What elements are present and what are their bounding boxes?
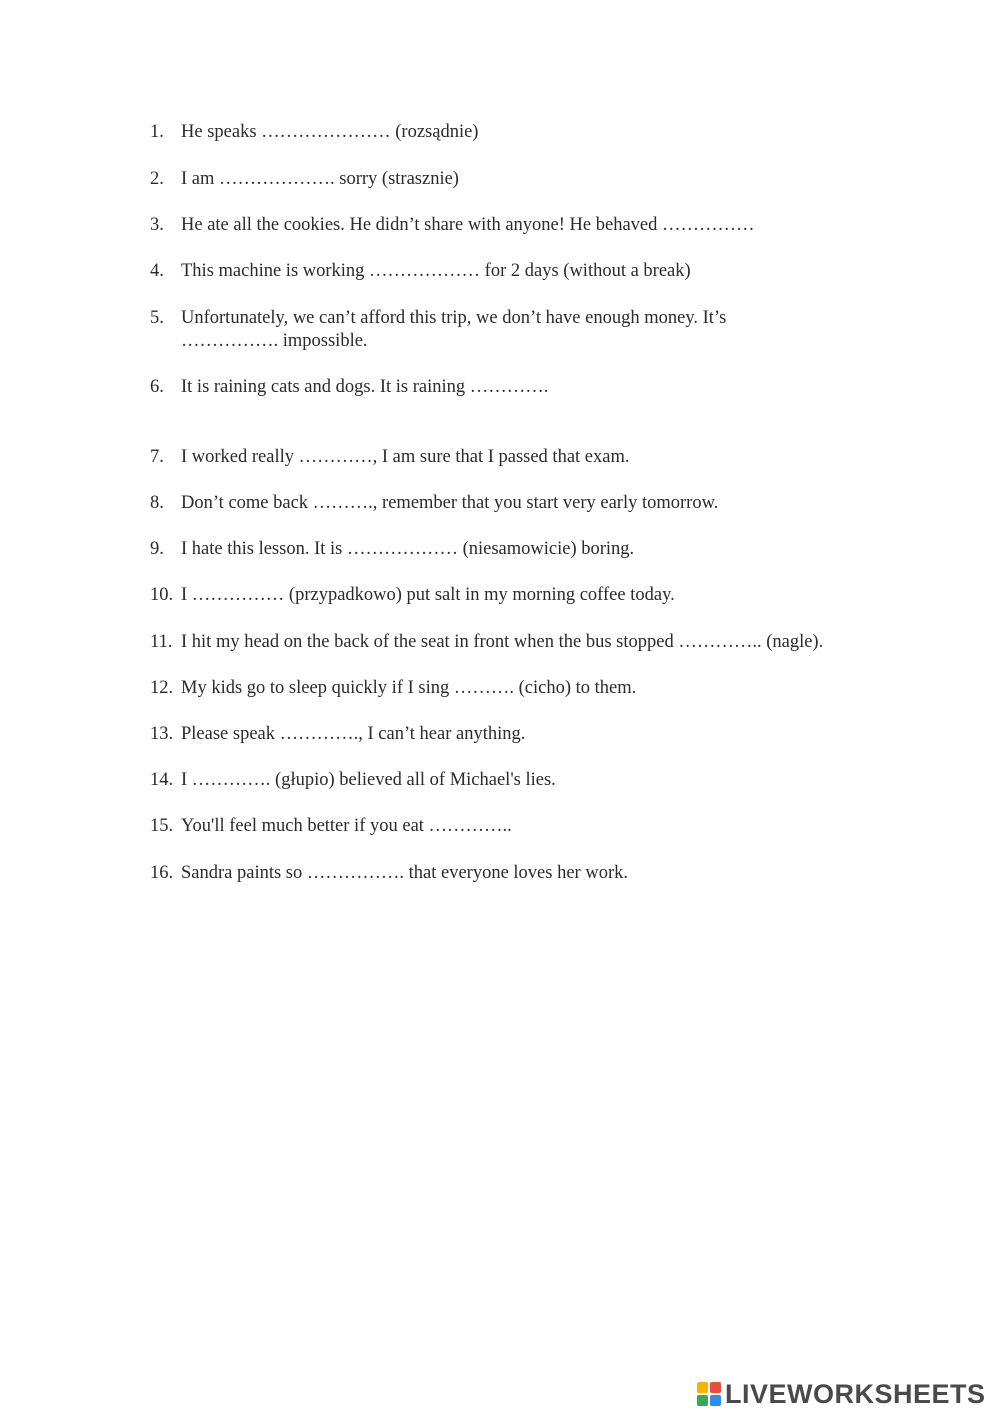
logo-square-blue [710, 1395, 721, 1406]
exercise-item-10 [150, 584, 910, 607]
exercise-sentence: He ate all the cookies. He didn’t share with anyone! He behaved …………… [181, 215, 755, 235]
exercise-sentence: Please speak …………., I can’t hear anything. [181, 724, 526, 744]
exercise-item-16 [150, 862, 910, 885]
exercise-sentence: I hate this lesson. It is ……………… (niesamowicie) boring. [181, 539, 635, 559]
exercise-number: 2. [150, 169, 164, 189]
exercise-item-9 [150, 538, 910, 561]
exercise-sentence: I …………. (głupio) believed all of Michael's lies. [181, 770, 556, 790]
exercise-sentence: You'll feel much better if you eat ………….. [181, 816, 512, 836]
exercise-number: 3. [150, 215, 164, 235]
exercise-sentence: I …………… (przypadkowo) put salt in my morning coffee today. [181, 585, 675, 605]
exercise-item-2 [150, 168, 910, 191]
exercise-number: 7. [150, 447, 164, 467]
logo-square-yellow [697, 1382, 708, 1393]
exercise-item-7 [150, 446, 910, 469]
exercise-number: 1. [150, 122, 164, 142]
exercise-sentence: My kids go to sleep quickly if I sing ………. (cicho) to them. [181, 678, 637, 698]
exercise-item-8 [150, 492, 910, 515]
exercise-item-3 [150, 214, 910, 237]
exercise-sentence: I worked really …………, I am sure that I passed that exam. [181, 447, 630, 467]
exercise-number: 6. [150, 377, 164, 397]
exercise-sentence: I hit my head on the back of the seat in front when the bus stopped ………….. (nagle). [181, 632, 824, 652]
exercise-item-4 [150, 260, 910, 283]
liveworksheets-brand [697, 1378, 986, 1410]
exercise-item-12 [150, 677, 910, 700]
exercise-sentence: It is raining cats and dogs. It is raining …………. [181, 377, 549, 397]
exercise-sentence: Unfortunately, we can’t afford this trip, we don’t have enough money. It’s ……………. impossible. [181, 308, 727, 351]
logo-square-red [710, 1382, 721, 1393]
exercise-number: 13. [150, 724, 174, 744]
exercise-number: 5. [150, 308, 164, 328]
exercise-item-11 [150, 631, 950, 654]
exercise-number: 8. [150, 493, 164, 513]
logo-square-green [697, 1395, 708, 1406]
exercise-item-15 [150, 815, 910, 838]
exercise-number: 12. [150, 678, 174, 698]
exercise-number: 10. [150, 585, 174, 605]
exercise-sentence: Don’t come back ………., remember that you start very early tomorrow. [181, 493, 719, 513]
exercise-number: 4. [150, 261, 164, 281]
brand-wordmark: LIVEWORKSHEETS [725, 1378, 986, 1409]
exercise-number: 9. [150, 539, 164, 559]
liveworksheets-logo-icon [697, 1382, 721, 1406]
exercise-sentence: I am ………………. sorry (strasznie) [181, 169, 459, 189]
exercise-sentence: Sandra paints so ……………. that everyone loves her work. [181, 863, 628, 883]
exercise-sentence: This machine is working ……………… for 2 days (without a break) [181, 261, 691, 281]
exercise-number: 14. [150, 770, 174, 790]
exercise-item-13 [150, 723, 910, 746]
exercise-number: 11. [150, 632, 173, 652]
exercise-item-14 [150, 769, 910, 792]
exercise-sentence: He speaks ………………… (rozsądnie) [181, 122, 479, 142]
exercise-item-5 [150, 307, 810, 353]
exercise-item-6 [150, 376, 910, 399]
exercise-item-1 [150, 121, 910, 144]
exercise-number: 15. [150, 816, 174, 836]
exercise-number: 16. [150, 863, 174, 883]
